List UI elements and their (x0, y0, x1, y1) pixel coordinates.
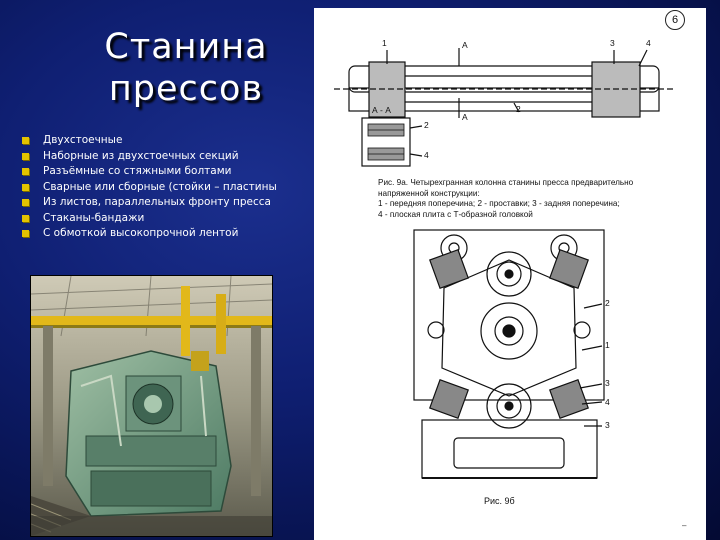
column-drawing (314, 8, 706, 540)
technical-drawing-panel (314, 8, 706, 540)
figure-label-9b: Рис. 9б (484, 496, 515, 506)
bullet-text: Сварные или сборные (стойки – пластины (43, 180, 277, 193)
caption-line: Рис. 9а. Четырехгранная колонна станины пресса предварительно (378, 178, 634, 187)
press-machine-photo (30, 275, 273, 537)
callout-label: 1 (382, 38, 387, 48)
callout-label: 2 (516, 104, 521, 114)
bullet-square-icon (22, 137, 29, 144)
bullet-list (22, 133, 322, 242)
title-line-1: Станина (104, 27, 268, 67)
list-item (22, 195, 322, 211)
bullet-square-icon (22, 184, 29, 191)
bullet-square-icon (22, 199, 29, 206)
section-view-label: А - А (372, 105, 391, 115)
caption-line: 4 - плоская плита с Т-образной головкой (378, 209, 533, 219)
list-item (22, 133, 322, 149)
callout-label: 4 (424, 150, 429, 160)
bullet-square-icon (22, 230, 29, 237)
bullet-text: Из листов, параллельных фронту пресса (43, 196, 271, 208)
caption-line: напряженной конструкции: (378, 188, 480, 198)
corner-mark: – (682, 521, 687, 530)
callout-label: 3 (610, 38, 615, 48)
press-machine-illustration (31, 276, 272, 536)
section-mark-bottom: А (462, 112, 468, 122)
list-item (22, 164, 322, 180)
list-item (22, 226, 322, 242)
figure-caption (378, 178, 706, 220)
slide-title (36, 26, 336, 110)
callout-label: 1 (605, 340, 610, 350)
bullet-text: Разъёмные со стяжными болтами (43, 165, 232, 177)
callout-label: 3 (605, 420, 610, 430)
callout-label: 3 (605, 378, 610, 388)
title-line-2: прессов (108, 69, 264, 109)
bullet-square-icon (22, 153, 29, 160)
callout-label: 4 (646, 38, 651, 48)
caption-line: 1 - передняя поперечина; 2 - проставки; 3 - задняя поперечина; (378, 199, 620, 209)
bullet-square-icon (22, 215, 29, 222)
callout-label: 4 (605, 397, 610, 407)
page-number: 6 (665, 10, 685, 30)
callout-label: 2 (605, 298, 610, 308)
bullet-text: С обмоткой высокопрочной лентой (43, 227, 239, 239)
list-item (22, 211, 322, 227)
bullet-text: Стаканы-бандажи (43, 211, 145, 224)
list-item (22, 180, 322, 196)
section-mark-top: А (462, 40, 468, 50)
list-item (22, 149, 322, 165)
bullet-text: Наборные из двухстоечных секций (43, 149, 239, 162)
callout-label: 2 (424, 120, 429, 130)
bullet-text: Двухстоечные (43, 134, 123, 146)
bullet-square-icon (22, 168, 29, 175)
